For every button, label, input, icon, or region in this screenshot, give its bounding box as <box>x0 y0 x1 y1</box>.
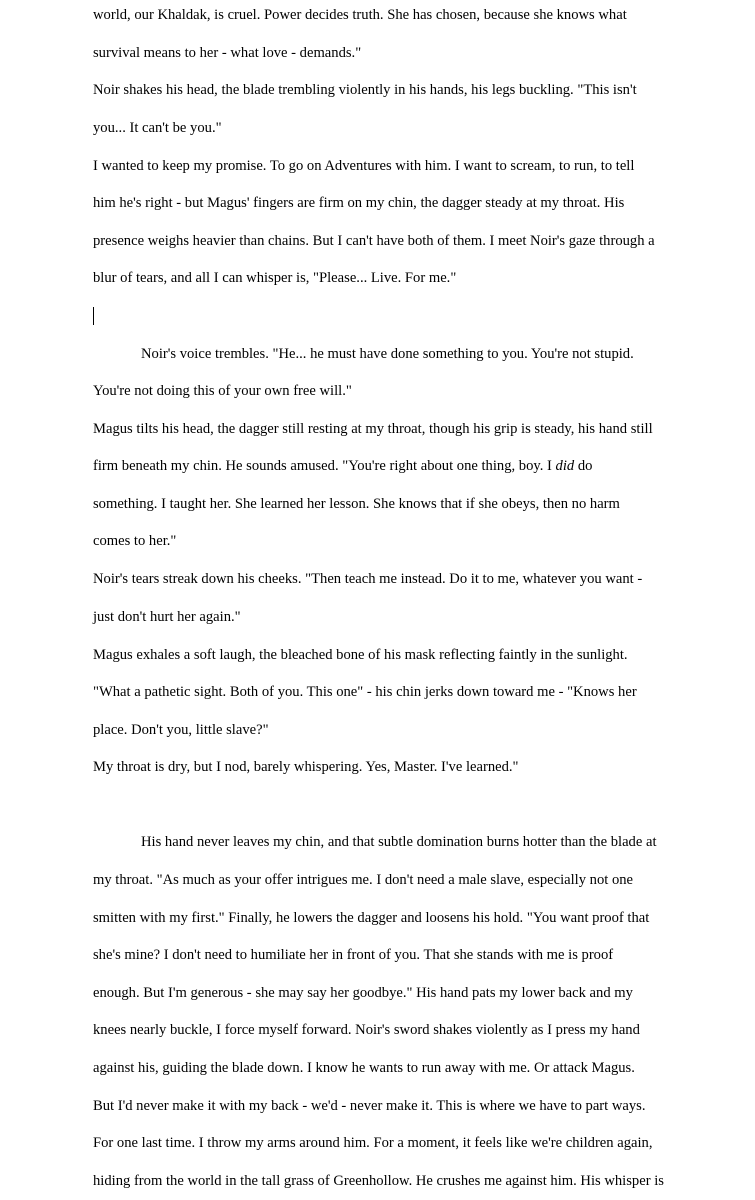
text-line: something. I taught her. She learned her lesson. She knows that if she obeys, then no harm <box>93 496 620 512</box>
text-line: Magus exhales a soft laugh, the bleached bone of his mask reflecting faintly in the sunlight. <box>93 647 628 663</box>
text-line: survival means to her - what love - demands." <box>93 45 362 61</box>
text-line: His hand never leaves my chin, and that subtle domination burns hotter than the blade at <box>141 834 657 850</box>
italic-word: did <box>555 458 575 474</box>
text-line: You're not doing this of your own free will." <box>93 383 352 399</box>
text-line: just don't hurt her again." <box>93 609 241 625</box>
text-line: she's mine? I don't need to humiliate her in front of you. That she stands with me is proof <box>93 947 614 963</box>
text-line: you... It can't be you." <box>93 120 222 136</box>
text-line: smitten with my first." Finally, he lowers the dagger and loosens his hold. "You want proof that <box>93 910 650 926</box>
text-line: against his, guiding the blade down. I know he wants to run away with me. Or attack Magus. <box>93 1060 635 1076</box>
text-line: Noir's tears streak down his cheeks. "Then teach me instead. Do it to me, whatever you want - <box>93 571 643 587</box>
text-line <box>93 456 592 476</box>
text-line: world, our Khaldak, is cruel. Power decides truth. She has chosen, because she knows what <box>93 7 627 23</box>
text-line: Magus tilts his head, the dagger still resting at my throat, though his grip is steady, his hand still <box>93 421 653 437</box>
text-line: place. Don't you, little slave?" <box>93 722 269 738</box>
text-line: comes to her." <box>93 533 177 549</box>
text-line: "What a pathetic sight. Both of you. This one" - his chin jerks down toward me - "Knows her <box>93 684 637 700</box>
text-segment: do <box>574 458 593 474</box>
text-line: my throat. "As much as your offer intrigues me. I don't need a male slave, especially not one <box>93 872 634 888</box>
text-line: Noir shakes his head, the blade trembling violently in his hands, his legs buckling. "This isn't <box>93 82 637 98</box>
text-line: blur of tears, and all I can whisper is, "Please... Live. For me." <box>93 270 457 286</box>
text-line: enough. But I'm generous - she may say her goodbye." His hand pats my lower back and my <box>93 985 633 1001</box>
text-line: him he's right - but Magus' fingers are firm on my chin, the dagger steady at my throat. His <box>93 195 625 211</box>
text-segment: firm beneath my chin. He sounds amused. "You're right about one thing, boy. I <box>93 458 556 474</box>
text-line: But I'd never make it with my back - we'd - never make it. This is where we have to part ways. <box>93 1098 646 1114</box>
text-line: I wanted to keep my promise. To go on Adventures with him. I want to scream, to run, to tell <box>93 158 635 174</box>
text-line: knees nearly buckle, I force myself forward. Noir's sword shakes violently as I press my hand <box>93 1022 640 1038</box>
text-line: For one last time. I throw my arms around him. For a moment, it feels like we're children again, <box>93 1135 653 1151</box>
text-line: hiding from the world in the tall grass of Greenhollow. He crushes me against him. His whisper is <box>93 1173 664 1189</box>
text-line: Noir's voice trembles. "He... he must have done something to you. You're not stupid. <box>141 346 634 362</box>
text-line: presence weighs heavier than chains. But I can't have both of them. I meet Noir's gaze through a <box>93 233 655 249</box>
text-line: My throat is dry, but I nod, barely whispering. Yes, Master. I've learned." <box>93 759 519 775</box>
text-cursor[interactable] <box>93 307 94 325</box>
